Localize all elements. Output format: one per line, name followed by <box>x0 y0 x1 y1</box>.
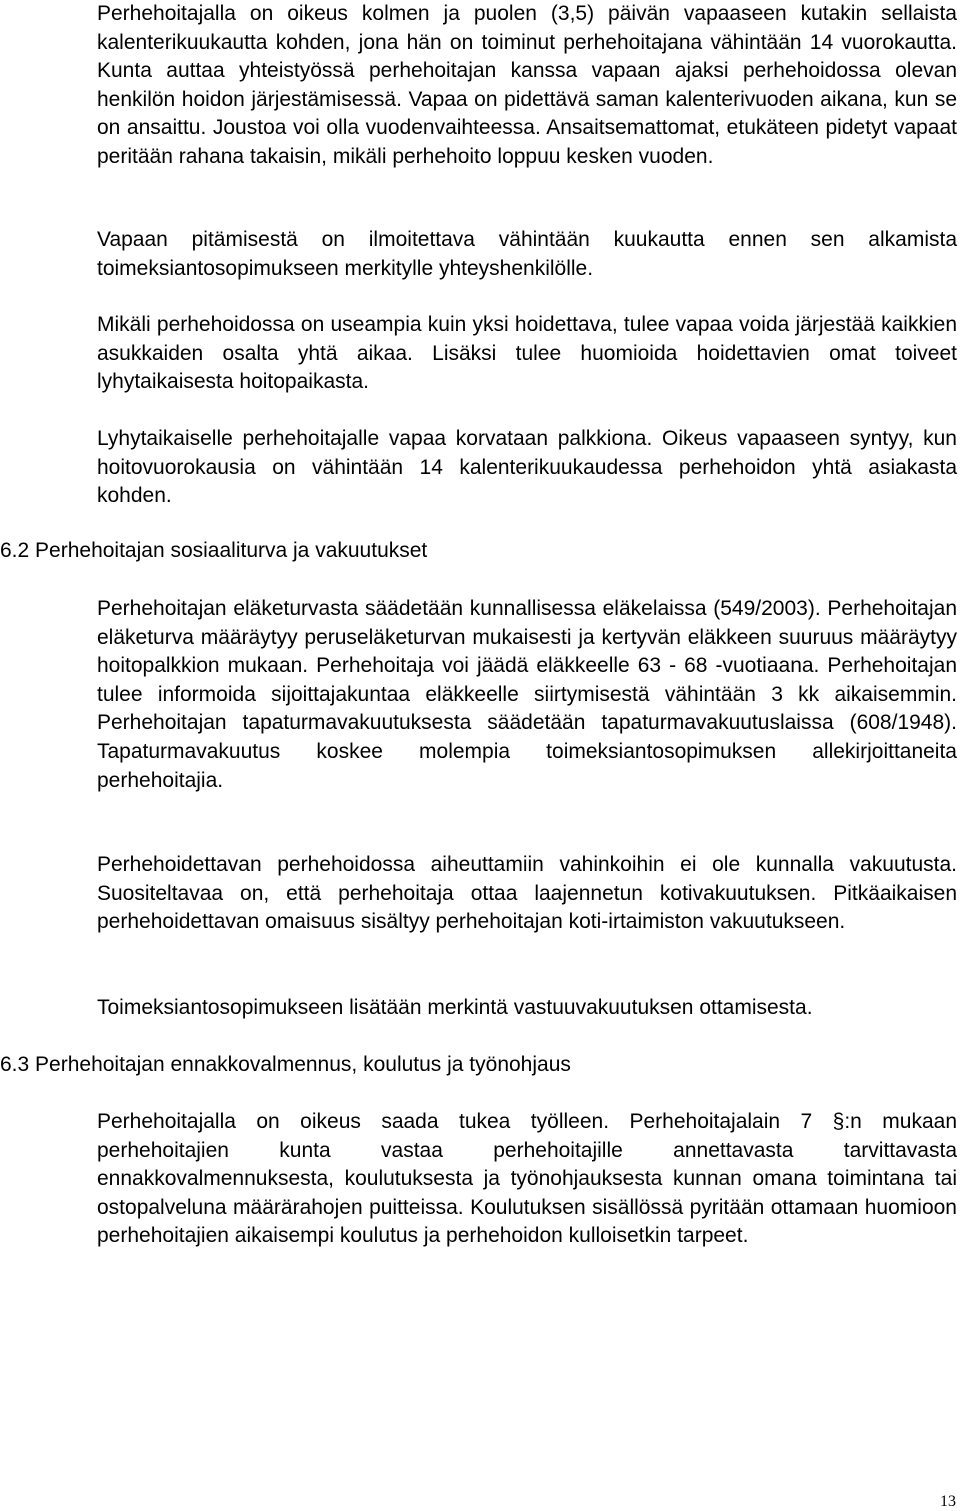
section-heading-6-2: 6.2 Perhehoitajan sosiaaliturva ja vakuutukset <box>0 539 428 562</box>
paragraph-damage-insurance: Perhehoidettavan perhehoidossa aiheuttamiin vahinkoihin ei ole kunnalla vakuutusta. Suositeltavaa on, että perhehoitaja ottaa laajennetun kotivakuutuksen. Pitkäaikaisen perhehoidettavan omaisuus sisältyy perhehoitajan koti-irtaimiston vakuutukseen. <box>97 853 957 934</box>
section-heading-6-3: 6.3 Perhehoitajan ennakkovalmennus, koulutus ja työnohjaus <box>0 1053 571 1076</box>
page-number: 13 <box>940 1493 956 1510</box>
paragraph-multiple-clients: Mikäli perhehoidossa on useampia kuin yksi hoidettava, tulee vapaa voida järjestää kaikkien asukkaiden osalta yhtä aikaa. Lisäksi tulee huomioida hoidettavien omat toiveet lyhytaikaisesta hoitopaikasta. <box>97 313 957 394</box>
paragraph-short-term-carer: Lyhytaikaiselle perhehoitajalle vapaa korvataan palkkiona. Oikeus vapaaseen syntyy, kun hoitovuorokausia on vähintään 14 kalenterikuukaudessa perhehoidon yhtä asiakasta kohden. <box>97 427 957 508</box>
paragraph-pension-insurance: Perhehoitajan eläketurvasta säädetään kunnallisessa eläkelaissa (549/2003). Perhehoitajan eläketurva määräytyy peruseläketurvan mukaisesti ja kertyvän eläkkeen suuruus määräytyy hoitopalkkion mukaan. Perhehoitaja voi jäädä eläkkeelle 63 - 68 -vuotiaana. Perhehoitajan tulee informoida sijoittajakuntaa eläkkeelle siirtymisestä vähintään 3 kk aikaisemmin. Perhehoitajan tapaturmavakuutuksesta säädetään tapaturmavakuutuslaissa (608/1948). Tapaturmavakuutus koskee molempia toimeksiantosopimuksen allekirjoittaneita perhehoitajia. <box>97 597 957 792</box>
paragraph-liability-insurance: Toimeksiantosopimukseen lisätään merkintä vastuuvakuutuksen ottamisesta. <box>97 996 813 1019</box>
paragraph-vacation-right: Perhehoitajalla on oikeus kolmen ja puolen (3,5) päivän vapaaseen kutakin sellaista kalenterikuukautta kohden, jona hän on toiminut perhehoitajana vähintään 14 vuorokautta. Kunta auttaa yhteistyössä perhehoitajan kanssa vapaan ajaksi perhehoidossa olevan henkilön hoidon järjestämisessä. Vapaa on pidettävä saman kalenterivuoden aikana, kun se on ansaittu. Joustoa voi olla vuodenvaihteessa. Ansaitsemattomat, etukäteen pidetyt vapaat peritään rahana takaisin, mikäli perhehoito loppuu kesken vuoden. <box>97 2 957 168</box>
paragraph-training-support: Perhehoitajalla on oikeus saada tukea työlleen. Perhehoitajalain 7 §:n mukaan perhehoitajien kunta vastaa perhehoitajille annettavasta tarvittavasta ennakkovalmennuksesta, koulutuksesta ja työnohjauksesta kunnan omana toimintana tai ostopalveluna määrärahojen puitteissa. Koulutuksen sisällössä pyritään ottamaan huomioon perhehoitajien aikaisempi koulutus ja perhehoidon kulloisetkin tarpeet. <box>97 1110 957 1248</box>
paragraph-vacation-notice: Vapaan pitämisestä on ilmoitettava vähintään kuukautta ennen sen alkamista toimeksiantosopimukseen merkitylle yhteyshenkilölle. <box>97 228 957 280</box>
